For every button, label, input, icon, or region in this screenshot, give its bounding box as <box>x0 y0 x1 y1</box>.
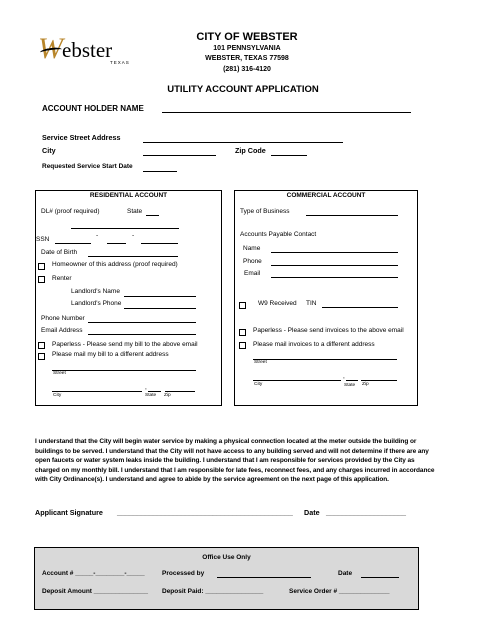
com-city-comma: , <box>343 373 345 380</box>
header-citystate: WEBSTER, TEXAS 77598 <box>205 55 289 62</box>
res-landlord-phone-input[interactable] <box>124 308 196 309</box>
res-landlord-name-input[interactable] <box>124 296 196 297</box>
res-ssn-input-2[interactable] <box>107 243 126 244</box>
office-date-input[interactable] <box>361 577 399 578</box>
res-state-input[interactable] <box>146 215 159 216</box>
res-city-input[interactable] <box>52 391 142 392</box>
res-email-label: Email Address <box>41 327 83 334</box>
com-name-label: Name <box>243 245 261 252</box>
com-phone-input[interactable] <box>271 265 398 266</box>
signature-input[interactable]: ____________________________________________ <box>117 508 293 517</box>
office-processed-label: Processed by <box>162 570 205 577</box>
com-zip-sub-label: Zip <box>362 382 369 387</box>
com-city-sub-label: City <box>254 382 263 387</box>
logo-text: ebster <box>62 38 113 62</box>
service-street-input[interactable] <box>143 142 343 143</box>
office-processed-input[interactable] <box>217 577 311 578</box>
res-street-input[interactable] <box>52 370 196 371</box>
form-title: UTILITY ACCOUNT APPLICATION <box>167 84 319 95</box>
res-ssn-input-3[interactable] <box>141 243 178 244</box>
com-mail-label: Please mail invoices to a different address <box>253 341 375 348</box>
res-paperless-checkbox[interactable] <box>38 342 45 349</box>
header-street: 101 PENNSYLVANIA <box>213 45 281 52</box>
res-mail-label: Please mail my bill to a different address <box>52 351 169 358</box>
city-input[interactable] <box>143 155 216 156</box>
res-homeowner-label: Homeowner of this address (proof required) <box>52 261 178 268</box>
zip-input[interactable] <box>271 155 307 156</box>
com-phone-label: Phone <box>243 258 262 265</box>
residential-title: RESIDENTIAL ACCOUNT <box>89 192 168 199</box>
office-deposit-amount[interactable]: Deposit Amount _______________ <box>42 588 148 595</box>
signature-date-label: Date <box>304 508 320 517</box>
com-state-sub-label: State <box>344 383 356 388</box>
res-renter-checkbox[interactable] <box>38 276 45 283</box>
com-mail-checkbox[interactable] <box>239 342 246 349</box>
com-email-label: Email <box>244 270 261 277</box>
res-homeowner-checkbox[interactable] <box>38 263 45 270</box>
res-landlord-phone-label: Landlord's Phone <box>71 300 122 307</box>
header-city: CITY OF WEBSTER <box>196 31 298 43</box>
res-street-label: Street <box>53 371 66 376</box>
com-paperless-checkbox[interactable] <box>239 329 246 336</box>
com-street-label: Street <box>254 360 267 365</box>
com-name-input[interactable] <box>271 252 398 253</box>
res-state-sub-label: State <box>145 393 157 398</box>
res-dl-label: DL# (proof required) <box>41 208 100 215</box>
com-type-label: Type of Business <box>240 208 290 215</box>
res-zip-input[interactable] <box>165 391 195 392</box>
res-renter-label: Renter <box>52 275 72 282</box>
res-ssn-dash-2: - <box>132 232 135 239</box>
account-holder-label: ACCOUNT HOLDER NAME <box>42 104 144 113</box>
start-date-input[interactable] <box>143 171 177 172</box>
commercial-box <box>234 190 418 406</box>
start-date-label: Requested Service Start Date <box>42 163 133 170</box>
office-date-label: Date <box>338 570 353 577</box>
com-ap-contact-label: Accounts Payable Contact <box>240 231 317 238</box>
res-ssn-label: SSN <box>36 236 50 243</box>
res-ssn-dash-1: - <box>96 232 99 239</box>
office-deposit-paid[interactable]: Deposit Paid: ________________ <box>162 588 264 595</box>
com-email-input[interactable] <box>271 277 398 278</box>
office-title: Office Use Only <box>202 554 251 561</box>
com-type-input[interactable] <box>306 215 398 216</box>
com-w9-checkbox[interactable] <box>239 302 246 309</box>
commercial-title: COMMERCIAL ACCOUNT <box>286 192 366 199</box>
account-holder-input[interactable] <box>162 112 411 113</box>
logo-sub: TEXAS <box>110 60 130 65</box>
res-ssn-input-1[interactable] <box>55 243 91 244</box>
agreement-text: I understand that the City will begin water service by making a physical connection located at the meter outside the building or buildings to be served. I understand that the City will not have access to any building served and will not determine if there are any open faucets or water system leaks inside the building. I understand that I am responsible for services provided by the City as charged on my monthly bill. I understand that I am responsible for late fees, reconnect fees, and any charges incurred in accordance with City Ordinance(s). I understand and agree to abide by the service agreement on the next page of this application. <box>35 438 435 483</box>
signature-label: Applicant Signature <box>35 508 103 517</box>
res-zip-sub-label: Zip <box>164 393 171 398</box>
service-street-label: Service Street Address <box>42 133 121 142</box>
com-tin-label: TIN <box>306 300 317 307</box>
res-paperless-label: Paperless - Please send my bill to the above email <box>52 341 198 348</box>
res-email-input[interactable] <box>88 334 196 335</box>
res-dob-input[interactable] <box>88 256 178 257</box>
res-city-sub-label: City <box>53 393 62 398</box>
com-w9-label: W9 Received <box>258 300 297 307</box>
res-state-label: State <box>127 208 143 215</box>
res-dl-input[interactable] <box>71 228 179 229</box>
res-phone-input[interactable] <box>88 322 196 323</box>
res-mail-checkbox[interactable] <box>38 353 45 360</box>
header-phone: (281) 316-4120 <box>223 66 271 73</box>
com-paperless-label: Paperless - Please send invoices to the above email <box>253 327 404 334</box>
office-service-order[interactable]: Service Order # ______________ <box>289 588 390 595</box>
com-street-input[interactable] <box>253 359 397 360</box>
com-tin-input[interactable] <box>322 307 398 308</box>
res-landlord-name-label: Landlord's Name <box>71 288 120 295</box>
office-account[interactable]: Account # _____-________-_____ <box>42 570 145 577</box>
city-label: City <box>42 146 56 155</box>
res-dob-label: Date of Birth <box>41 249 78 256</box>
com-state-input[interactable] <box>346 380 358 381</box>
com-city-input[interactable] <box>253 380 341 381</box>
signature-date-input[interactable]: ____________________ <box>326 508 406 517</box>
res-state-mail-input[interactable] <box>148 391 161 392</box>
com-zip-input[interactable] <box>361 380 397 381</box>
zip-label: Zip Code <box>235 146 266 155</box>
logo-initial: W <box>38 32 63 65</box>
res-phone-label: Phone Number <box>41 315 85 322</box>
res-city-comma: , <box>145 384 147 391</box>
